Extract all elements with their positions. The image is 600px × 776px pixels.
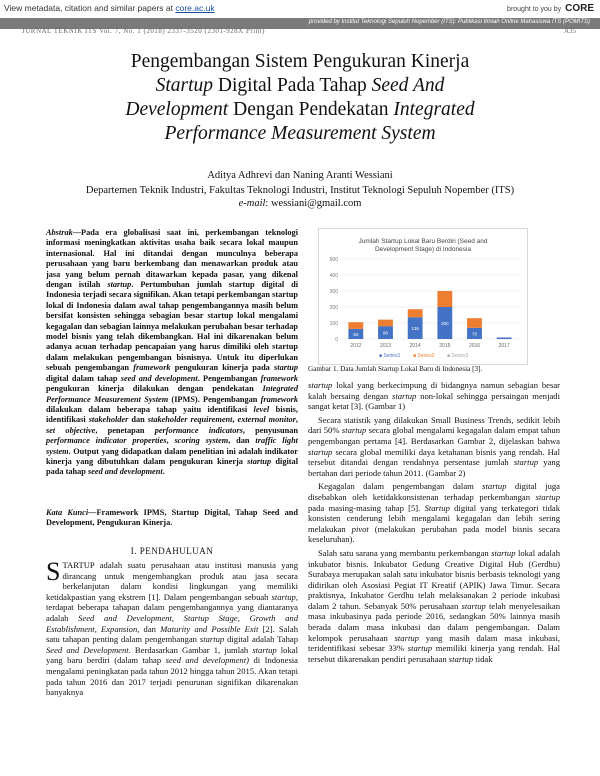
data-label: 70 <box>471 331 478 337</box>
y-tick-label: 500 <box>329 257 338 263</box>
bar-segment <box>378 320 393 327</box>
legend-entry: ■ Series3 <box>447 353 469 359</box>
paragraph-2: Secara statistik yang dilakukan Small Business Trends, sedikit lebih dari 50% startup secara global mengalami kegagalan dalam empat tahun pengembangan pertama [4]. Berdasarkan Gambar 2, dijelaskan bahwa startup secara global memiliki daya ketahanan bisnis yang rendah. Hal tersebut ditandai dengan rendahnya persentase jumlah startup yang bertahan dari periode tahun 2011. (Gambar 2) <box>308 414 560 478</box>
x-tick-label: 2014 <box>409 343 421 349</box>
chart-frame <box>318 228 528 365</box>
x-tick-label: 2013 <box>379 343 392 349</box>
paper-title: Pengembangan Sistem Pengukuran Kinerja Startup Digital Pada Tahap Seed And Development Dengan Pendekatan Integrated Performance Measurement System <box>125 51 475 144</box>
bar-chart <box>319 229 527 364</box>
y-tick-label: 0 <box>335 337 338 343</box>
intro-paragraph: STARTUP adalah suatu perusahaan atau institusi manusia yang dirancang untuk mengembangkan produk atau jasa secara berkelanjutan dalam kondisi lingkungan yang memiliki ketidakpastian yang ekstrem [1]. Dalam pengembangan sebuah startup, terdapat beberapa tahapan dalam pengembangannya yang diantaranya adalah Seed and Development, Startup Stage, Growth and Establishment, Expansion, dan Maturity and Possible Exit [2]. Salah satu tahapan penting dalam pengembangan startup digital adalah Tahap Seed and Development. Berdasarkan Gambar 1, jumlah startup lokal yang baru berdiri (dalam tahap seed and development) di Indonesia mengalami peningkatan pada tahun 2012 hingga tahun 2015. Akan tetapi pada tahun 2016 dan 2017 terjadi penurunan signifikan dikarenakan banyaknya <box>46 557 299 698</box>
core-logo[interactable]: CORE <box>565 3 594 14</box>
bar-segment <box>467 318 482 328</box>
bar-segment <box>408 309 423 317</box>
data-label: 200 <box>441 321 449 326</box>
figure-1 <box>308 228 530 378</box>
metadata-notice: View metadata, citation and similar papers at core.ac.uk <box>4 3 215 13</box>
core-banner <box>0 0 600 19</box>
data-label: 63 <box>353 331 359 337</box>
paragraph-3: Kegagalan dalam pengembangan dalam startup digital juga disebabkan oleh ketidakkonsistenan terhadap perkembangan startup pada masing-masing tahap [5]. Startup digital yang terkategori tidak konsisten cenderung lebih mengalami kegagalan dan lebih sering melakukan pivot (melakukan perubahan pada model bisnis secara keseluruhan). <box>308 481 560 545</box>
core-link[interactable]: core.ac.uk <box>175 3 215 13</box>
authors: Aditya Adhrevi dan Naning Aranti Wessiani <box>207 170 393 181</box>
chart-title: Jumlah Startup Lokal Baru Berdiri (Seed and <box>358 238 488 245</box>
bar-segment <box>497 338 512 340</box>
abstract: Abstrak—Pada era globalisasi saat ini, perkembangan teknologi informasi meningkatkan aktivitas usaha baik secara lokal maupun internasional. Hal ini ditandai dengan munculnya beberapa perusahaan yang baru berkembang dan menawarkan produk atau jasa yang belum pernah ditawarkan kepada pasar, yang dikenal dengan istilah startup. Pertumbuhan jumlah startup digital di Indonesia terjadi secara signifikan. Akan tetapi perkembangan startup lokal di Indonesia dalam awal tahap pengembangannya masih belum bersifat konsisten sehingga sebagian besar startup lokal mengalami kegagalan dan sebagian lainnya melakukan perubahan besar terhadap model bisnis yang telah dikembangkan. Hal ini dikarenakan belum adanya acuan terhadap pencapaian yang harus dimiliki oleh startup dalam melakukan pengembangan bisnisnya. Untuk itu diperlukan sebuah pengembangan framework pengukuran kinerja pada startup digital dalam tahap seed and development. Pengembangan framework pengukuran kinerja dilakukan dengan pendekatan Integrated Performance Measurement System (IPMS). Pengembangan framework dilakukan dalam beberapa tahap yaitu identifikasi level bisnis, identifikasi stakeholder dan stakeholder requirement, external monitor, set objective, penetapan performance indicators, penyusunan performance indicator properties, scoring system, dan traffic light system. Output yang didapatkan dalam penelitian ini adalah indikator kinerja yang dibutuhkan dalam pengukuran kinerja startup digital pada tahap seed and development. <box>46 228 299 477</box>
x-tick-label: 2016 <box>468 343 481 349</box>
brought-by: brought to you by CORE <box>507 3 594 14</box>
data-label: 136 <box>411 326 419 332</box>
y-tick-label: 100 <box>329 321 338 327</box>
y-tick-label: 200 <box>329 305 338 311</box>
affiliation: Departemen Teknik Industri, Fakultas Teknologi Industri, Institut Teknologi Sepuluh Nopember (ITS) <box>85 185 515 196</box>
legend-entry: ■ Series1 <box>379 353 401 359</box>
right-column-text <box>308 380 560 667</box>
x-tick-label: 2015 <box>439 343 451 349</box>
x-tick-label: 2012 <box>350 343 362 349</box>
y-tick-label: 300 <box>329 289 338 295</box>
y-tick-label: 400 <box>329 273 338 279</box>
x-tick-label: 2017 <box>498 343 510 349</box>
section-heading: I. PENDAHULUAN <box>130 546 214 556</box>
paragraph-4: Salah satu sarana yang membantu perkembangan startup lokal adalah inkubator bisnis. Inkubator Gedung Creative Digital Hub (Gerdhu) Surabaya merupakan salah satu inkubator bisnis berbasis teknologi yang didirikan oleh Asosiasi Pegiat IT Kreatif (APIK) Jawa Timur. Secara praktisnya, Inkubator Gerdhu telah melaksanakan 2 periode inkubasi dalam 2 tahun. Sebanyak 50% perusahaan startup telah menyelesaikan masa inkubasinya pada periode 2016, sedangkan 50% lainnya masih berada dalam masa inkubasi dan dalam pengembangan. Dalam kelompok perusahaan startup yang masih dalam masa inkubasi, teridentifikasi sebesar 33% startup memiliki kinerja yang rendah. Hal tersebut dikarenakan pendiri perusahaan startup tidak <box>308 547 561 664</box>
legend-entry: ■ Series2 <box>413 353 435 359</box>
email: e-mail: wessiani@gmail.com <box>238 198 362 209</box>
keywords: Kata Kunci—Framework IPMS, Startup Digital, Tahap Seed and Development, Pengukuran Kinerja. <box>46 508 298 528</box>
dropcap: S <box>46 557 61 586</box>
bar-segment <box>348 322 363 329</box>
journal-header: JURNAL TEKNIK ITS Vol. 7, No. 1 (2018) 2337-3520 (2301-928X Print) <box>22 27 265 35</box>
bar-segment <box>437 291 452 307</box>
figure-caption: Gambar 1. Data Jumlah Startup Lokal Baru di Indonesia [3]. <box>308 365 483 373</box>
chart-title-line2: Development Stage) di Indonesia <box>374 246 472 253</box>
paragraph-1: startup lokal yang berkecimpung di bidangnya namun sebagian besar kalah bersaing dengan startup non-lokal sehingga persaingan menjadi sangat ketat [3]. (Gambar 1) <box>308 380 560 412</box>
data-label: 80 <box>382 330 389 336</box>
provider-strip: provided by Institut Teknologi Sepuluh Nopember (ITS): Publikasi Ilmiah Online Mahasiswa ITS (POMITS) <box>0 18 600 29</box>
journal-page-number: A35 <box>563 27 576 35</box>
